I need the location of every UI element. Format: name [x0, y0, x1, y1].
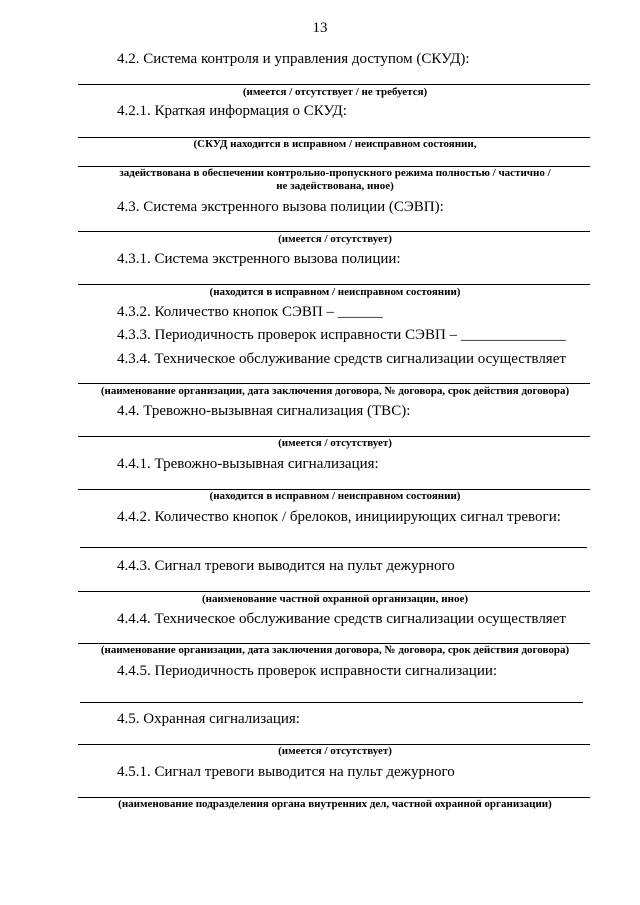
- section-4-2-1-heading: 4.2.1. Краткая информация о СКУД:: [117, 103, 347, 119]
- section-4-3-2-heading: 4.3.2. Количество кнопок СЭВП – ______: [117, 304, 383, 320]
- section-4-3-1-heading: 4.3.1. Система экстренного вызова полиции:: [117, 251, 401, 267]
- answer-line: [78, 383, 590, 384]
- section-4-3-3-heading: 4.3.3. Периодичность проверок исправности СЭВП – ______________: [117, 327, 566, 343]
- answer-line: [80, 702, 583, 703]
- section-4-4-2-heading: 4.4.2. Количество кнопок / брелоков, инициирующих сигнал тревоги:: [117, 509, 561, 525]
- section-4-5-hint: (имеется / отсутствует): [278, 745, 392, 757]
- section-4-4-1-heading: 4.4.1. Тревожно-вызывная сигнализация:: [117, 456, 379, 472]
- answer-line: [80, 547, 587, 548]
- section-4-4-3-hint: (наименование частной охранной организации, иное): [202, 593, 468, 605]
- section-4-2-hint: (имеется / отсутствует / не требуется): [242, 86, 428, 98]
- section-4-4-5-heading: 4.4.5. Периодичность проверок исправности сигнализации:: [117, 663, 498, 679]
- answer-line: [78, 231, 590, 232]
- section-4-3-4-hint: (наименование организации, дата заключения договора, № договора, срок действия договора): [100, 385, 570, 397]
- section-4-4-1-hint: (находится в исправном / неисправном состоянии): [209, 490, 461, 502]
- section-4-2-1-hint-line3: не задействована, иное): [276, 180, 394, 192]
- answer-line: [78, 284, 590, 285]
- section-4-5-heading: 4.5. Охранная сигнализация:: [117, 711, 300, 727]
- section-4-3-heading: 4.3. Система экстренного вызова полиции (СЭВП):: [117, 199, 444, 215]
- answer-line: [78, 84, 590, 85]
- section-4-4-hint: (имеется / отсутствует): [278, 437, 392, 449]
- section-4-2-1-hint-line1: (СКУД находится в исправном / неисправном состоянии,: [193, 138, 477, 150]
- answer-line: [78, 591, 590, 592]
- section-4-4-heading: 4.4. Тревожно-вызывная сигнализация (ТВС):: [117, 403, 411, 419]
- section-4-2-heading: 4.2. Система контроля и управления доступом (СКУД):: [117, 51, 470, 67]
- section-4-4-3-heading: 4.4.3. Сигнал тревоги выводится на пульт дежурного: [117, 558, 455, 574]
- section-4-3-4-heading: 4.3.4. Техническое обслуживание средств сигнализации осуществляет: [117, 351, 566, 367]
- section-4-4-4-hint: (наименование организации, дата заключения договора, № договора, срок действия договора): [100, 644, 570, 656]
- section-4-5-1-heading: 4.5.1. Сигнал тревоги выводится на пульт дежурного: [117, 764, 455, 780]
- section-4-5-1-hint: (наименование подразделения органа внутренних дел, частной охранной организации): [118, 798, 552, 810]
- page-number: 13: [312, 20, 328, 36]
- section-4-3-hint: (имеется / отсутствует): [278, 233, 392, 245]
- section-4-4-4-heading: 4.4.4. Техническое обслуживание средств сигнализации осуществляет: [117, 611, 566, 627]
- section-4-3-1-hint: (находится в исправном / неисправном состоянии): [209, 286, 461, 298]
- section-4-2-1-hint-line2: задействована в обеспечении контрольно-пропускного режима полностью / частично /: [119, 167, 551, 179]
